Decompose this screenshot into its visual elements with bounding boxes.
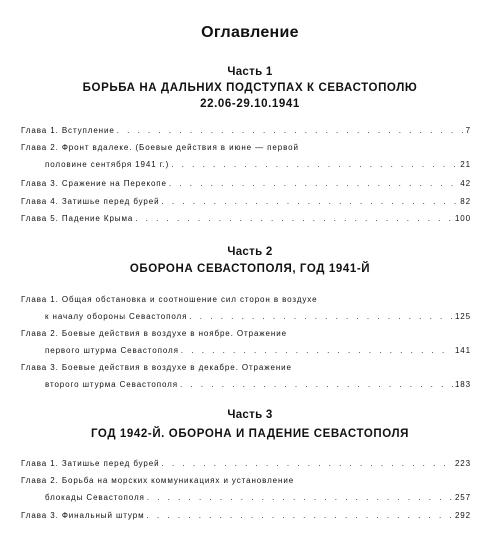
- toc-entry[interactable]: [21, 507, 471, 524]
- dot-leader: [162, 193, 459, 210]
- part-3-title: ГОД 1942-Й. ОБОРОНА И ПАДЕНИЕ СЕВАСТОПОЛЯ: [90, 428, 410, 440]
- dot-leader: [162, 455, 453, 472]
- part-2-title: ОБОРОНА СЕВАСТОПОЛЯ, ГОД 1941-Й: [129, 263, 371, 275]
- chapter-title: Глава 1. Вступление: [21, 126, 115, 135]
- chapter-title: Глава 4. Затишье перед бурей: [21, 197, 160, 206]
- part-1-label: Часть 1: [227, 66, 273, 78]
- chapter-title: Глава 3. Финальный штурм: [21, 511, 145, 520]
- page-number: 125: [454, 312, 471, 321]
- toc-entry[interactable]: [21, 455, 471, 472]
- page-number: 141: [454, 346, 471, 355]
- dot-leader: [147, 489, 453, 506]
- chapter-title: Глава 3. Боевые действия в воздухе в декабре. Отражение: [21, 363, 292, 372]
- chapter-title: Глава 2. Борьба на морских коммуникациях и установление: [21, 476, 295, 485]
- toc-entry[interactable]: [21, 359, 471, 393]
- toc-entry[interactable]: [21, 325, 471, 359]
- dot-leader: [180, 376, 453, 393]
- page-number: 82: [460, 197, 471, 206]
- toc-entry[interactable]: [21, 193, 471, 210]
- page-number: 257: [454, 493, 471, 502]
- dot-leader: [171, 156, 458, 173]
- chapter-title-continued: половине сентября 1941 г.): [45, 160, 170, 169]
- page-number: 42: [460, 179, 471, 188]
- part-2-label: Часть 2: [227, 246, 273, 258]
- page-number: 292: [454, 511, 471, 520]
- page-number: 223: [454, 459, 471, 468]
- part-1-title-line-2: 22.06-29.10.1941: [200, 98, 300, 110]
- chapter-title-continued: второго штурма Севастополя: [45, 380, 178, 389]
- part-3-label: Часть 3: [227, 409, 273, 421]
- dot-leader: [189, 308, 453, 325]
- chapter-title: Глава 1. Общая обстановка и соотношение сил сторон в воздухе: [21, 295, 318, 304]
- page-number: 7: [465, 126, 471, 135]
- toc-entry[interactable]: [21, 139, 471, 173]
- chapter-title: Глава 1. Затишье перед бурей: [21, 459, 160, 468]
- page-title: Оглавление: [201, 24, 299, 41]
- chapter-title: Глава 2. Боевые действия в воздухе в ноябре. Отражение: [21, 329, 287, 338]
- toc-entry[interactable]: [21, 210, 471, 227]
- toc-entry[interactable]: [21, 472, 471, 506]
- page-number: 183: [454, 380, 471, 389]
- page-number: 21: [460, 160, 471, 169]
- chapter-title-continued: первого штурма Севастополя: [45, 346, 179, 355]
- dot-leader: [135, 210, 453, 227]
- page-number: 100: [454, 214, 471, 223]
- chapter-title: Глава 2. Фронт вдалеке. (Боевые действия в июне — первой: [21, 143, 299, 152]
- toc-entry[interactable]: [21, 291, 471, 325]
- dot-leader: [181, 342, 453, 359]
- chapter-title: Глава 5. Падение Крыма: [21, 214, 134, 223]
- chapter-title-continued: к началу обороны Севастополя: [45, 312, 188, 321]
- toc-entry[interactable]: [21, 175, 471, 192]
- dot-leader: [117, 122, 464, 139]
- part-1-title-line-1: БОРЬБА НА ДАЛЬНИХ ПОДСТУПАХ К СЕВАСТОПОЛЮ: [82, 82, 418, 94]
- dot-leader: [146, 507, 452, 524]
- chapter-title-continued: блокады Севастополя: [45, 493, 145, 502]
- dot-leader: [169, 175, 458, 192]
- chapter-title: Глава 3. Сражение на Перекопе: [21, 179, 167, 188]
- toc-entry[interactable]: [21, 122, 471, 139]
